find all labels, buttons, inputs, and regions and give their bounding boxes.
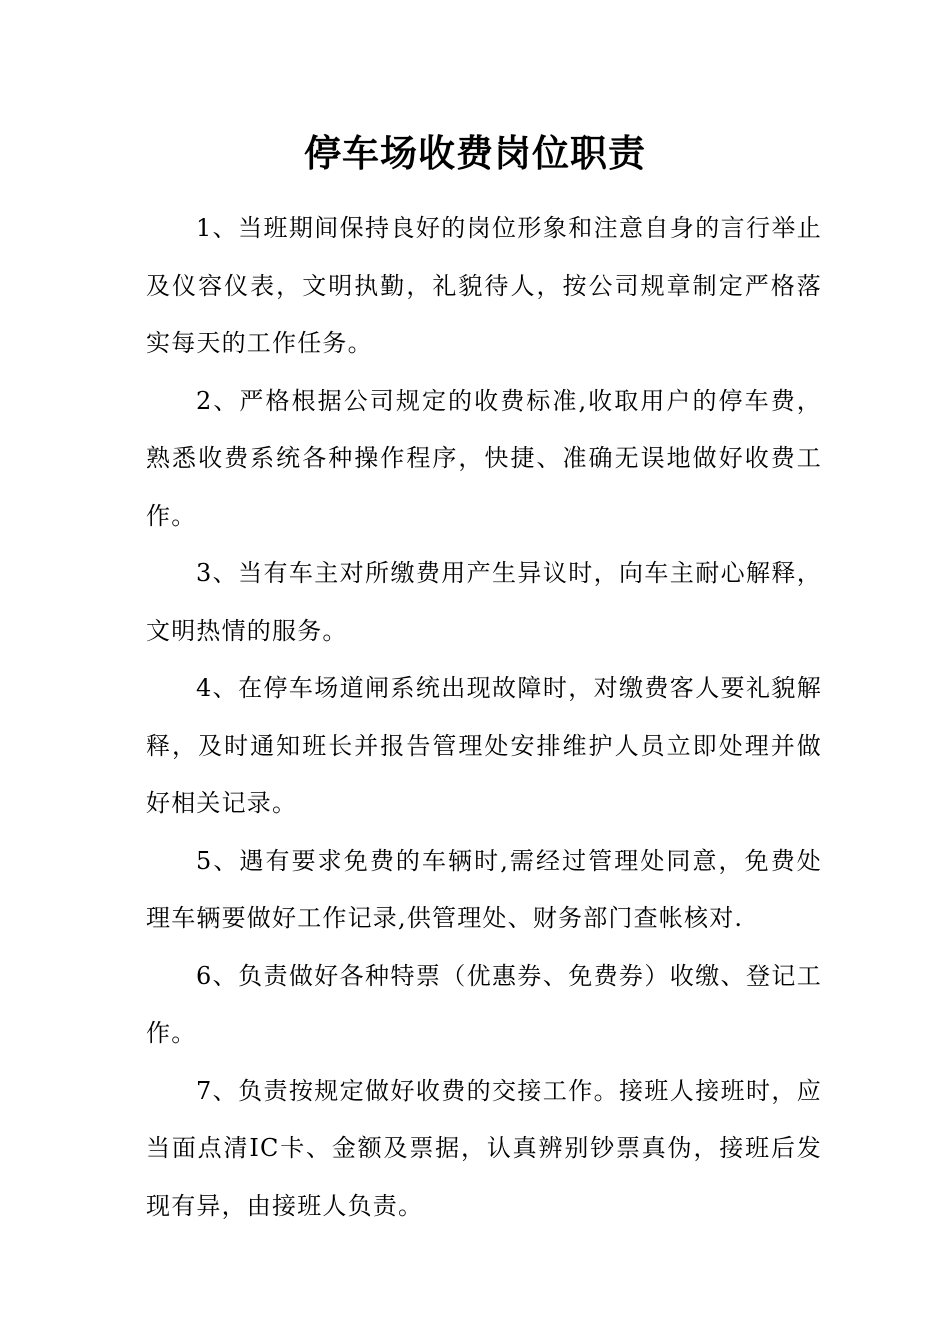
paragraph-5: 5、遇有要求免费的车辆时,需经过管理处同意，免费处理车辆要做好工作记录,供管理处、财务部门查帐核对. [146,846,822,932]
paragraph-4: 4、在停车场道闸系统出现故障时，对缴费客人要礼貌解释，及时通知班长并报告管理处安排维护人员立即处理并做好相关记录。 [146,674,822,817]
paragraph-7: 7、负责按规定做好收费的交接工作。接班人接班时，应当面点清IC卡、金额及票据，认真辨别钞票真伪，接班后发现有异，由接班人负责。 [146,1076,822,1220]
document-body [146,200,822,1235]
paragraph-1: 1、当班期间保持良好的岗位形象和注意自身的言行举止及仪容仪表，文明执勤，礼貌待人，按公司规章制定严格落实每天的工作任务。 [146,214,822,357]
paragraph-6: 6、负责做好各种特票（优惠券、免费券）收缴、登记工作。 [146,961,822,1047]
paragraph-3: 3、当有车主对所缴费用产生异议时，向车主耐心解释，文明热情的服务。 [146,559,822,645]
page-title: 停车场收费岗位职责 [304,131,646,175]
paragraph-2: 2、严格根据公司规定的收费标准,收取用户的停车费，熟悉收费系统各种操作程序，快捷、准确无误地做好收费工作。 [146,386,822,530]
